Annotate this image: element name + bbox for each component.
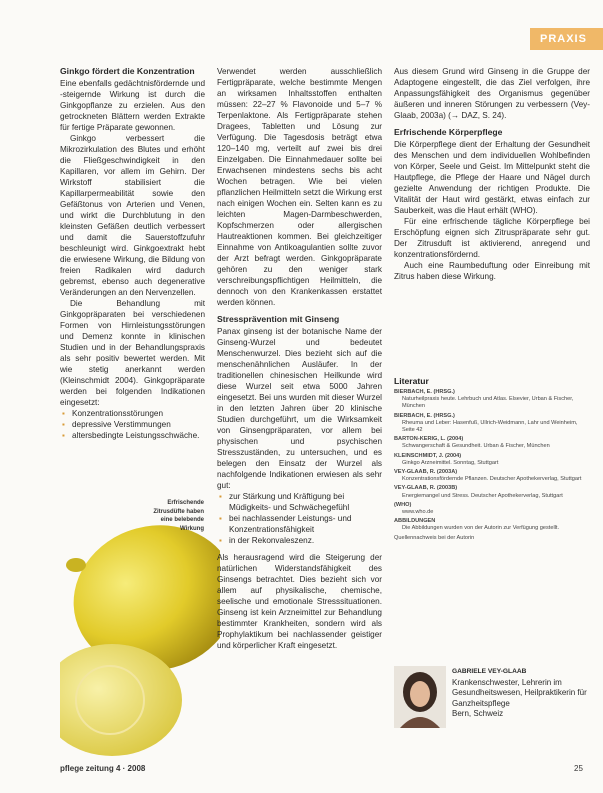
literature-detail: Konzentrationsfördernde Pflanzen. Deutscher Apothekerverlag, Stuttgart: [402, 476, 582, 483]
page-number: 25: [574, 764, 583, 773]
paragraph: Eine ebenfalls gedächtnisfördernde und -steigernde Wirkung ist durch die Ginkgopflanze zu erzielen. Aus den getrockneten Blättern werden Extrakte für fertige Präparate gewonnen.: [60, 79, 205, 132]
list-item: ▪ in der Rekonvaleszenz.: [217, 535, 382, 546]
literature-detail: Schwangerschaft & Gesundheit. Urban & Fischer, München: [402, 443, 550, 450]
list-item: ▪ zur Stärkung und Kräftigung bei Müdigkeits- und Schwächegefühl: [217, 491, 382, 513]
literature-entry: [394, 453, 590, 467]
literature-author: VEY-GLAAB, R. (2003A): [394, 469, 458, 476]
author-box: [452, 667, 592, 720]
literature-entry: [394, 485, 590, 499]
literature-detail: www.who.de: [402, 509, 434, 516]
literature-note: Quellennachweis bei der Autorin: [394, 534, 475, 541]
ginkgo-indications-list: [60, 408, 205, 441]
paragraph: Verwendet werden ausschließlich Fertigpräparate, welche bestimmte Mengen an wirksamen Inhaltsstoffen enthalten müssen: 22–27 % Flavonoide und 5–7 % Terpenlaktone. Als Fertigpräparate stehen Dragees, Tabletten und Lösung zur Verfügung. Die Tagesdosis beträgt etwa 120–140 mg, verteilt auf zwei bis drei Einzelgaben. Die Einnahmedauer sollte bei Erwachsenen mindestens sechs bis acht Wochen betragen. Wie bei vielen pflanzlichen Heilmitteln setzt die Wirkung erst nach einigen Wochen ein. Selten kann es zu leichten Magen-Darmbeschwerden, Kopfschmerzen oder allergischen Hautreaktionen kommen. Bei gleichzeitiger Einnahme von Antikoagulantien sollte zuvor der Arzt befragt werden. Ginkgopräparate gehören zu den weniger stark verschreibungspflichtigen Heilmitteln, die dennoch von den Krankenkassen erstattet werden können.: [217, 67, 382, 307]
list-item: ▪ depressive Verstimmungen: [60, 419, 205, 430]
literature-entry: [394, 502, 590, 516]
paragraph: Als herausragend wird die Steigerung der natürlichen Widerstandsfähigkeit des Ginsengs betrachtet. Dies bezieht sich vor allem auf physikalische, chemische, seelische und emotionale Stresssituationen. Ginseng ist kein Arzneimittel zur Behandlung bestimmter Krankheiten, sondern wird als Prophylaktikum bei nachlassender geistiger und körperlicher Kraft eingesetzt.: [217, 553, 382, 650]
author-location: Bern, Schweiz: [452, 709, 504, 719]
literature-entry: [394, 518, 590, 532]
heading-body-care: Erfrischende Körperpflege: [394, 127, 503, 137]
literature-author: ABBILDUNGEN: [394, 518, 436, 525]
literature-heading: Literatur: [394, 376, 429, 386]
literature-author: BIERBACH, E. (HRSG.): [394, 389, 455, 395]
literature-author: BARTON-KERIG, L. (2004): [394, 436, 464, 443]
literature-author: VEY-GLAAB, R. (2003B): [394, 485, 458, 492]
literature-detail: Die Abbildungen wurden von der Autorin zur Verfügung gestellt.: [402, 525, 560, 532]
list-item: ▪ Konzentrationsstörungen: [60, 408, 205, 419]
literature-author: KLEINSCHMIDT, J. (2004): [394, 452, 462, 459]
paragraph: Panax ginseng ist der botanische Name der Ginseng-Wurzel und bedeutet Menschenwurzel. Dies bezieht sich auf die menschenähnlichen Ausläufer. In der traditionellen chinesischen Heilkunde wird diese Wurzel seit etwa 5000 Jahren eingesetzt. Bei uns wurden mit dieser Wurzel in den letzten Jahren über 20 klinische Studien durchgeführt, um die Wirksamkeit von Ginsengpräparaten, vor allem bei physischen und psychischen Stresszuständen, zu untersuchen, und es belegen den Einsatz der Wurzel als nachfolgende Indikationen erwiesen als sehr gut:: [217, 327, 382, 490]
column-3: [394, 66, 590, 282]
section-tab-label: PRAXIS: [540, 33, 587, 45]
literature-detail: Rheuma und Leber: Hasenfuß, Ullrich-Weidmann, Lahr und Weinheim, Seite 42: [402, 419, 578, 434]
literature-entry: [394, 436, 590, 450]
author-name: GABRIELE VEY-GLAAB: [452, 668, 527, 675]
column-1: [60, 66, 205, 441]
heading-ginseng: Stressprävention mit Ginseng: [217, 314, 340, 324]
paragraph: Die Körperpflege dient der Erhaltung der Gesundheit des Menschen und dem individuellen Wohlbefinden von Körper, Seele und Geist. Im Mittelpunkt steht die Hautpflege, die Pflege der Haare und Nägel durch gezielte Anwendung der richtigen Produkte. Die Vitalität der Haut wird gestärkt, etwas einfach zur Sauberkeit, was die Haut erhält (WHO).: [394, 140, 590, 215]
literature-entry: [394, 389, 590, 411]
literature-detail: Energiemangel und Stress. Deutscher Apothekerverlag, Stuttgart: [402, 492, 563, 499]
author-photo: [394, 666, 446, 728]
literature-section: [394, 376, 590, 542]
literature-detail: Naturheilpraxis heute. Lehrbuch und Atlas. Elsevier, Urban & Fischer, München: [402, 396, 574, 410]
literature-detail: Ginkgo Arzneimittel. Sonntag, Stuttgart: [402, 459, 499, 466]
lemon-illustration: [60, 520, 220, 760]
paragraph: Auch eine Raumbeduftung oder Einreibung mit Zitrus haben diese Wirkung.: [394, 261, 590, 281]
section-tab: [530, 28, 603, 50]
list-item: ▪ bei nachlassender Leistungs- und Konzentrationsfähigkeit: [217, 513, 382, 535]
paragraph: Die Behandlung mit Ginkgopräparaten bei verschiedenen Formen von Hirnleistungsstörungen und Demenz konnte in klinischen Studien und in der Behandlungspraxis als sehr positiv bewertet werden. Mit wie stetig anerkannt werden (Kleinschmidt 2004). Ginkgopräparate werden bei folgenden Indikationen eingesetzt:: [60, 299, 205, 407]
column-2: [217, 66, 382, 651]
ginseng-indications-list: [217, 491, 382, 546]
list-item: ▪ altersbedingte Leistungsschwäche.: [60, 430, 205, 441]
literature-entry: [394, 413, 590, 435]
footer-journal: pflege zeitung 4 · 2008: [60, 764, 146, 773]
heading-ginkgo: Ginkgo fördert die Konzentration: [60, 66, 195, 76]
paragraph: Für eine erfrischende tägliche Körperpflege bei Erschöpfung eignen sich Zitruspräparate sehr gut. Der Zitrusduft ist aktivierend, anregend und konzentrationsfördernd.: [394, 217, 590, 259]
image-caption: Erfrischende Zitrusdüfte haben eine belebende Wirkung: [153, 500, 204, 532]
paragraph: Ginkgo verbessert die Mikrozirkulation des Blutes und erhöht die Fließgeschwindigkeit in den Kapillaren, vor allem im Gehirn. Der Wirkstoff stabilisiert die Kapillarpermeabilität sowie den Gefäßtonus von Arterien und Venen, und wirkt die Durchblutung in den kleinsten Gefäßen deutlich verbessert und damit die Sauerstoffzufuhr beschleunigt wird. Ginkgoextrakt hebt die erwiesene Wirkung, die Bildung von freien Radikalen wird dadurch gebremst, ebenso auch degenerative Veränderungen an den Nervenzellen.: [60, 134, 205, 297]
author-description: Krankenschwester, Lehrerin im Gesundheitswesen, Heilpraktikerin für Ganzheitspflege: [452, 677, 587, 708]
literature-author: (WHO): [394, 501, 412, 508]
paragraph: Aus diesem Grund wird Ginseng in die Gruppe der Adaptogene eingestellt, die das Ziel verfolgen, ihre Anpassungsfähigkeit des Organismus gegenüber äußeren und inneren Störungen zu verbessern (Vey-Glaab, 2003a) (→ DAZ, S. 24).: [394, 67, 590, 120]
literature-entry: [394, 469, 590, 483]
literature-author: BIERBACH, E. (HRSG.): [394, 412, 455, 419]
